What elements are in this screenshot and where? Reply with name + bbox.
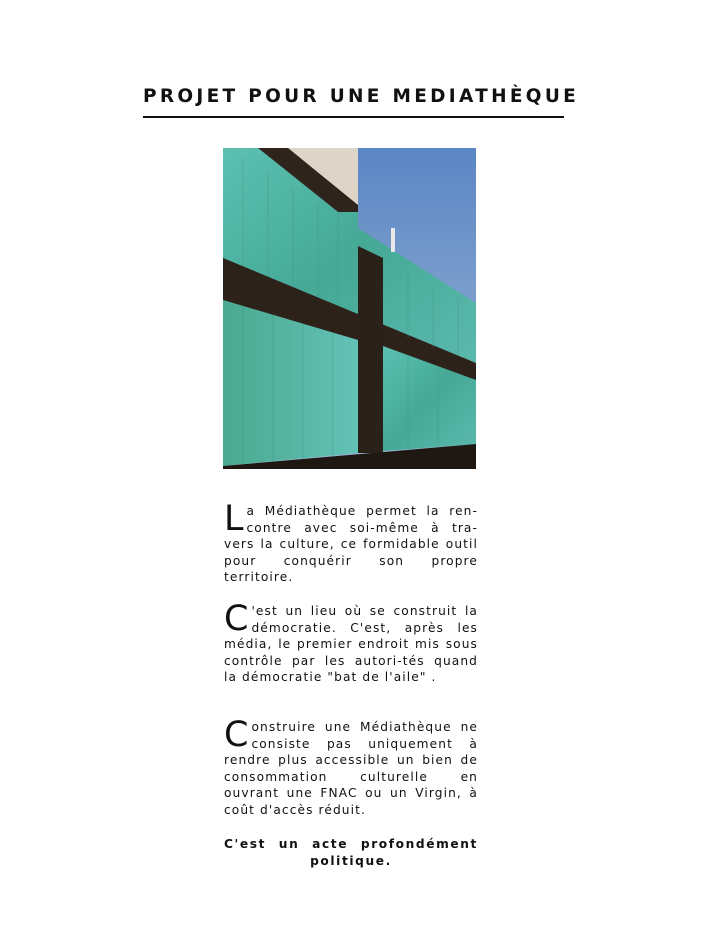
closing-line-2: politique.	[310, 854, 392, 868]
roof-pipe	[391, 228, 395, 252]
title-underline	[143, 116, 564, 118]
drop-cap: C	[224, 599, 249, 639]
mediatheque-facade-image	[223, 148, 476, 469]
paragraph-3	[224, 715, 478, 819]
paragraph-1	[224, 499, 478, 586]
building-photo	[223, 148, 476, 469]
paragraph-text: 'est un lieu où se construit la démocratie. C'est, après les média, le premier endroit mis sous contrôle par les autori-tés quand la démocratie "bat de l'aile" .	[224, 604, 478, 685]
paragraph-text: onstruire une Médiathèque ne consiste pas uniquement à rendre plus accessible un bien de consommation culturelle en ouvrant une FNAC ou un Virgin, à coût d'accès réduit.	[224, 720, 478, 817]
closing-statement	[224, 836, 478, 870]
central-opening	[358, 246, 383, 453]
paragraph-2	[224, 599, 478, 686]
closing-line-1: C'est un acte profondément	[224, 837, 478, 851]
page-title: PROJET POUR UNE MEDIATHÈQUE	[143, 86, 580, 107]
drop-cap: C	[224, 715, 249, 755]
drop-cap: L	[224, 499, 244, 539]
paragraph-text: a Médiathèque permet la ren-contre avec soi-même à tra-vers la culture, ce formidable outil pour conquérir son propre territoire.	[224, 504, 478, 585]
